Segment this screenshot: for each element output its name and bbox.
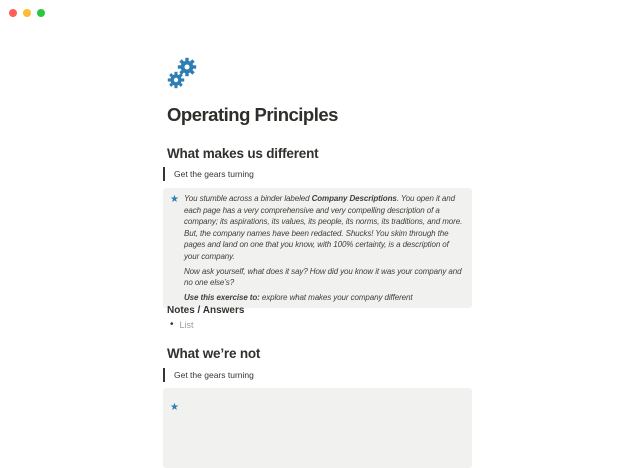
list-placeholder: List [179, 320, 194, 330]
heading-what-were-not: What we’re not [167, 346, 261, 361]
callout-block-partial [163, 388, 472, 468]
list-item[interactable] [170, 319, 194, 331]
quote-text: Get the gears turning [174, 169, 254, 179]
callout-paragraph: Now ask yourself, what does it say? How did you know it was your company and no one else’s? [184, 266, 462, 288]
callout-paragraph: You stumble across a binder labeled Company Descriptions. You open it and each page has a very comprehensive and very compelling description of a company; its aspirations, its values, its people, its norms, its traditions, and more. But, the company names have been redacted. Shucks! You skim through the pages and land on one that you know, with 100% certainty, is a description of your company. [184, 194, 463, 261]
bullet-icon: • [170, 319, 174, 330]
window-controls [9, 9, 45, 17]
heading-notes-answers: Notes / Answers [167, 305, 245, 316]
callout-paragraph: Use this exercise to: explore what makes your company different [184, 292, 413, 302]
quote-block [163, 167, 474, 181]
quote-block [163, 368, 474, 382]
gears-icon[interactable] [168, 57, 196, 90]
quote-text: Get the gears turning [174, 370, 254, 380]
zoom-button[interactable] [37, 9, 45, 17]
minimize-button[interactable] [23, 9, 31, 17]
page-title: Operating Principles [167, 104, 338, 125]
heading-what-makes-us-different: What makes us different [167, 146, 319, 161]
star-icon: ★ [170, 194, 179, 205]
callout-text [184, 193, 464, 303]
callout-block [163, 188, 472, 308]
close-button[interactable] [9, 9, 17, 17]
star-icon: ★ [170, 402, 179, 413]
